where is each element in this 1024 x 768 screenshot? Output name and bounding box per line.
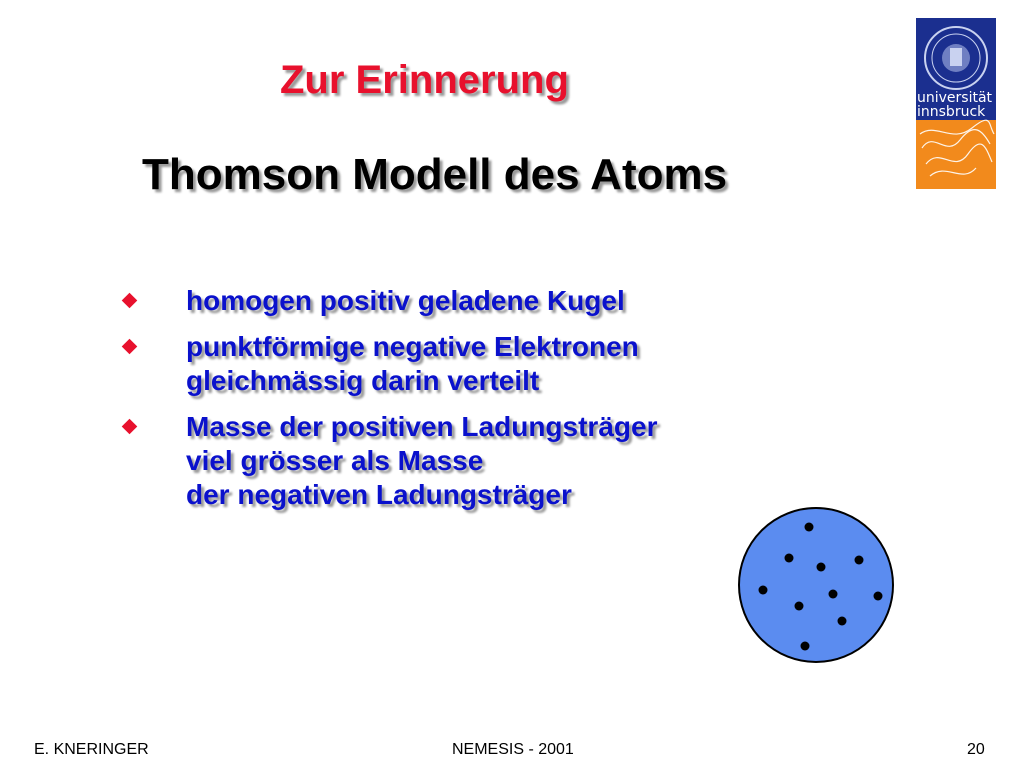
electron-dot [838,617,847,626]
diamond-bullet-icon [122,293,138,309]
electron-dot [801,642,810,651]
bullet-item [120,410,657,512]
positive-sphere [739,508,893,662]
bullet-line: der negativen Ladungsträger [186,479,572,510]
slide-title: Zur Erinnerung [280,58,569,102]
bullet-line: homogen positiv geladene Kugel [186,285,625,316]
logo-line-1: universität [917,90,993,106]
bullet-item [120,330,657,398]
footer-author: E. KNERINGER [34,741,149,758]
bullet-item [120,284,657,318]
bullet-line: viel grösser als Masse [186,445,484,476]
electron-dot [785,554,794,563]
footer-event: NEMESIS - 2001 [452,741,574,758]
footer-page-number: 20 [967,741,985,758]
bullet-list [120,284,657,524]
electron-dot [795,602,804,611]
diamond-bullet-icon [122,339,138,355]
electron-dot [874,592,883,601]
electron-dot [855,556,864,565]
diamond-bullet-icon [122,419,138,435]
electron-dot [829,590,838,599]
electron-dot [759,586,768,595]
thomson-atom-diagram [736,505,896,665]
university-innsbruck-logo [916,18,996,189]
slide-subtitle: Thomson Modell des Atoms [142,150,728,199]
electron-dot [805,523,814,532]
bullet-line: Masse der positiven Ladungsträger [186,411,658,442]
electron-dot [817,563,826,572]
logo-line-2: innsbruck [917,104,986,120]
bullet-line: punktförmige negative Elektronen [186,331,639,362]
bullet-line: gleichmässig darin verteilt [186,365,540,396]
